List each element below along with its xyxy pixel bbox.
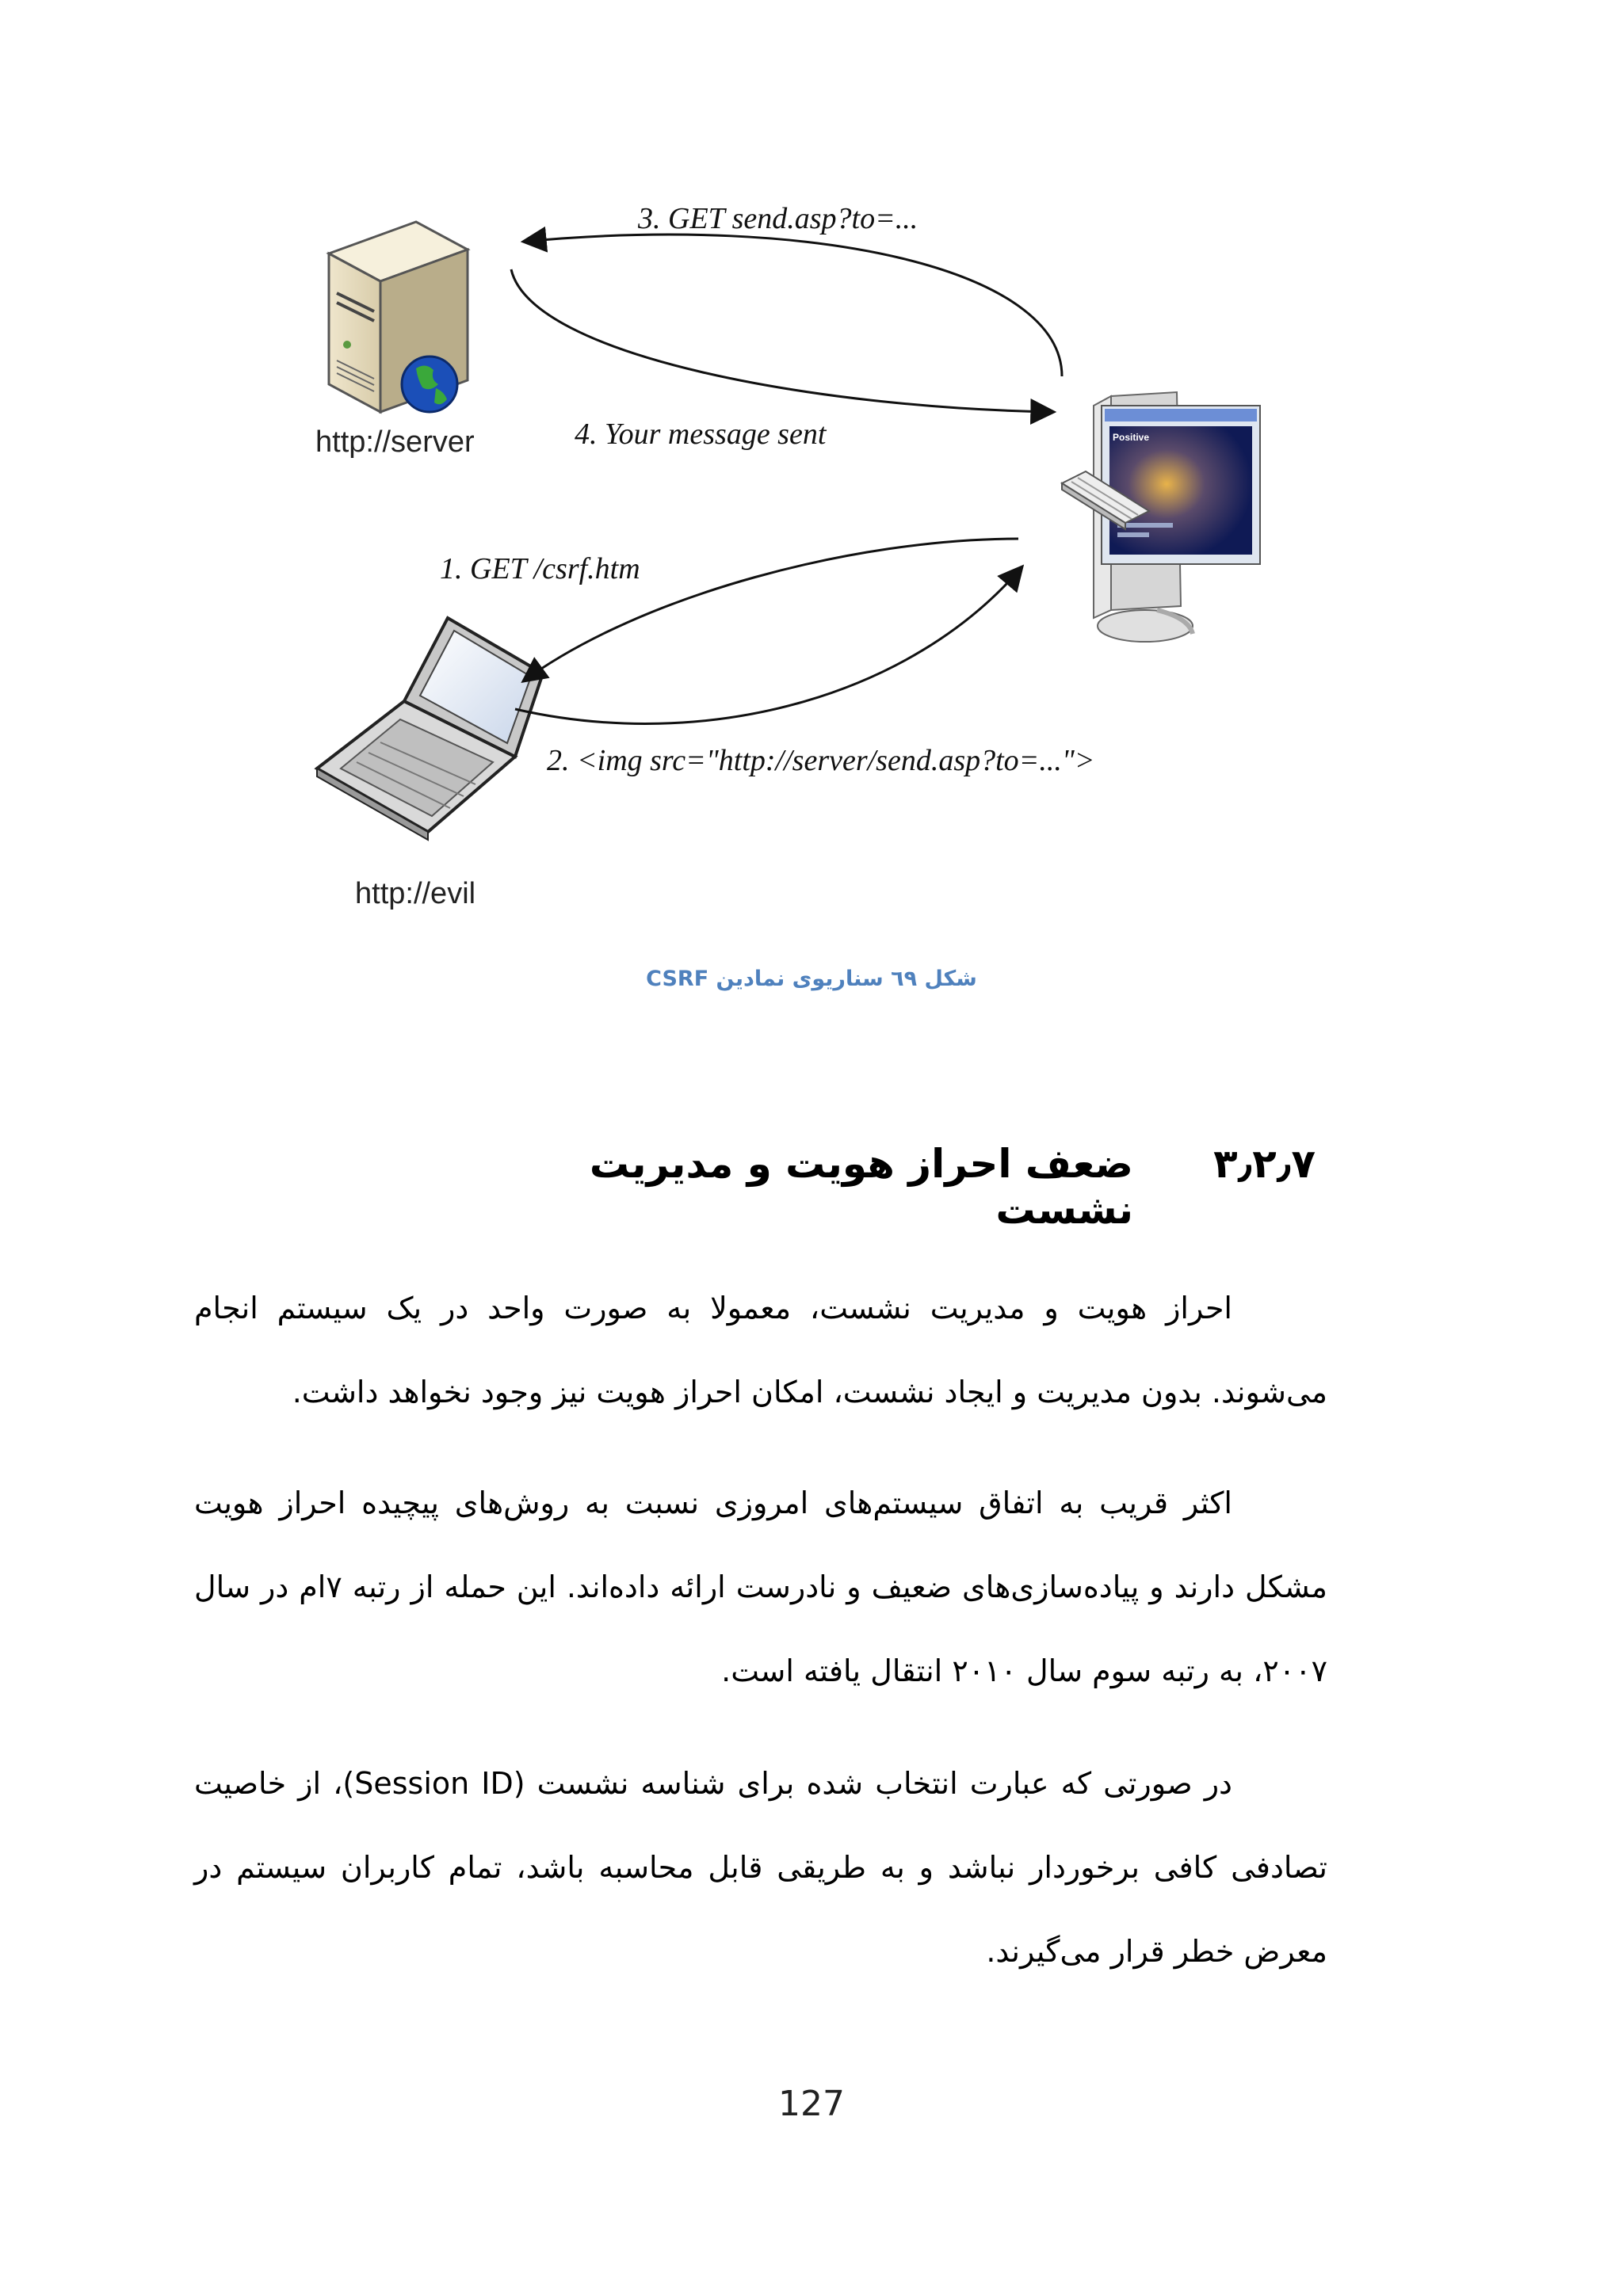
paragraph-2: اکثر قریب به اتفاق سیستم‌های امروزی نسبت به روش‌های پیچیده احراز هویت مشکل دارند و پیاده‌سازی‌های ضعیف و نادرست ارائه داده‌اند. این حمله از رتبه ۷ام در سال ۲۰۰۷، به رتبه سوم سال ۲۰۱۰ انتقال یافته است.	[194, 1486, 1327, 1688]
browser-header-text: Positive	[1113, 432, 1150, 443]
message-3: 3. GET send.asp?to=...	[638, 202, 918, 235]
section-title: ضعف احراز هویت و مدیریت نشست	[589, 1141, 1133, 1233]
message-2: 2. <img src="http://server/send.asp?to=...">	[547, 744, 1095, 777]
arrow-2	[515, 566, 1022, 723]
page-number: 127	[778, 2084, 845, 2124]
server-label: http://server	[315, 425, 475, 459]
paragraph-1: احراز هویت و مدیریت نشست، معمولا به صورت واحد در یک سیستم انجام می‌شوند. بدون مدیریت و ایجاد نشست، امکان احراز هویت نیز وجود نخواهد داشت.	[194, 1291, 1327, 1409]
section-number: ۳٫۲٫۷	[1213, 1141, 1316, 1187]
section-heading	[475, 1141, 1316, 1233]
message-4: 4. Your message sent	[575, 418, 827, 451]
evil-label: http://evil	[355, 877, 476, 910]
arrow-3	[523, 235, 1062, 376]
arrow-4	[511, 269, 1054, 412]
figure-caption: شکل ٦٩ سناریوی نمادین CSRF	[646, 967, 977, 991]
paragraph-3: در صورتی که عبارت انتخاب شده برای شناسه نشست (Session ID)، از خاصیت تصادفی کافی برخوردار نباشد و به طریقی قابل محاسبه باشد، تمام کاربران سیستم در معرض خطر قرار می‌گیرند.	[194, 1766, 1327, 1969]
csrf-diagram	[262, 151, 1316, 943]
laptop-icon	[317, 618, 543, 840]
globe-icon	[402, 357, 457, 412]
message-1: 1. GET /csrf.htm	[440, 552, 640, 585]
